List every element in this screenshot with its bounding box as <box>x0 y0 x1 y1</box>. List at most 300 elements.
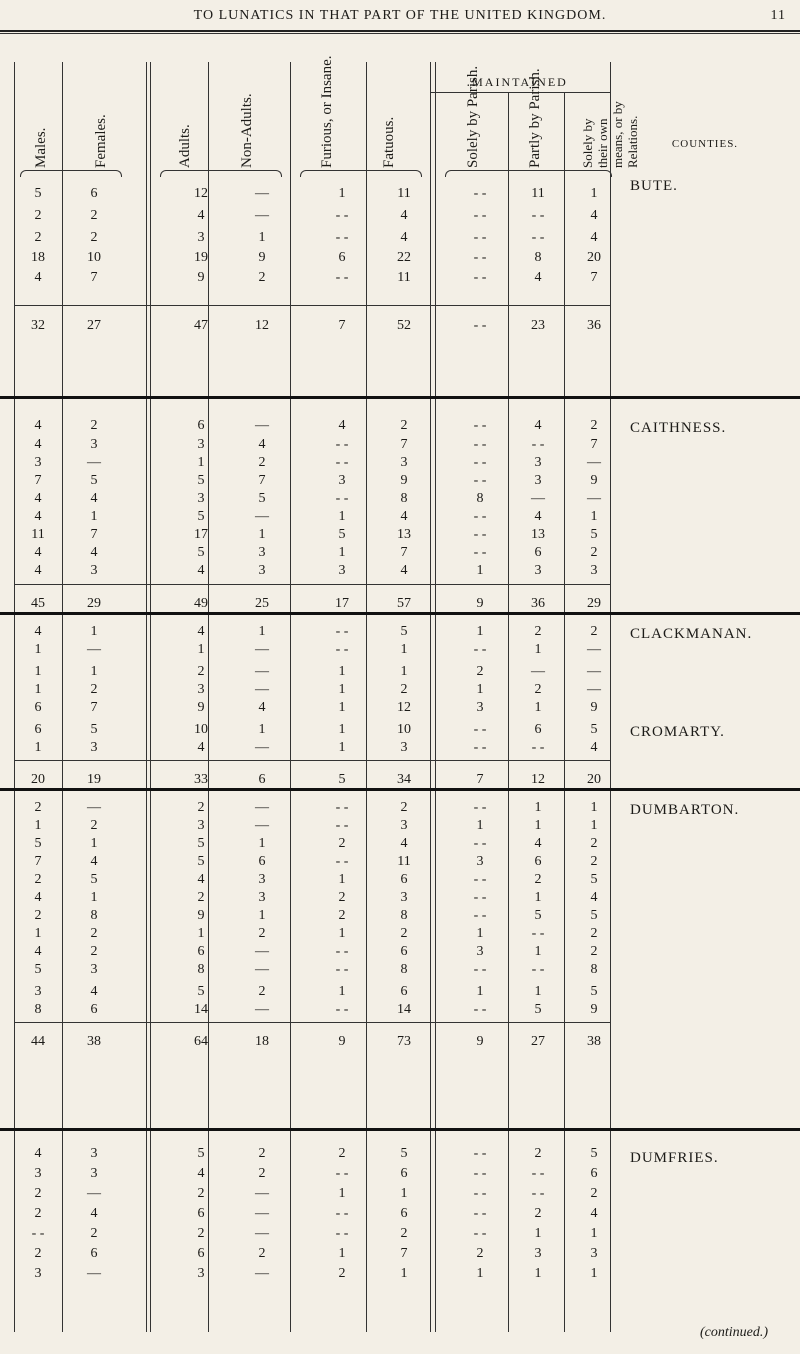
header-females: Females. <box>93 114 109 168</box>
table-cell: - - <box>531 962 545 977</box>
table-cell: 6 <box>400 1166 408 1181</box>
table-cell: 2 <box>534 624 542 639</box>
table-cell: - - <box>531 1166 545 1181</box>
table-cell: 3 <box>90 437 98 452</box>
total-cell: 33 <box>194 772 208 787</box>
table-cell: 8 <box>400 491 408 506</box>
table-cell: 3 <box>90 1166 98 1181</box>
table-cell: 6 <box>90 1246 98 1261</box>
table-cell: 4 <box>400 563 408 578</box>
table-cell: 7 <box>90 700 98 715</box>
table-cell: 3 <box>476 944 484 959</box>
table-cell: - - <box>335 1226 349 1241</box>
table-cell: 2 <box>258 270 266 285</box>
table-cell: 1 <box>400 642 408 657</box>
total-rule <box>14 1022 610 1023</box>
table-cell: 5 <box>338 527 346 542</box>
table-cell: 2 <box>338 1266 346 1281</box>
table-cell: - - <box>335 1206 349 1221</box>
table-cell: — <box>255 1226 269 1241</box>
table-cell: 1 <box>338 984 346 999</box>
table-cell: - - <box>335 437 349 452</box>
running-head-text: TO LUNATICS IN THAT PART OF THE UNITED KINGDOM. <box>193 8 607 23</box>
table-cell: 2 <box>534 872 542 887</box>
table-cell: 3 <box>534 473 542 488</box>
table-cell: 1 <box>90 664 98 679</box>
table-cell: 3 <box>197 1266 205 1281</box>
table-cell: 5 <box>534 1002 542 1017</box>
table-cell: 2 <box>90 818 98 833</box>
total-cell: - - <box>473 318 487 333</box>
table-cell: 4 <box>90 491 98 506</box>
total-cell: 7 <box>476 772 484 787</box>
table-cell: 5 <box>34 186 42 201</box>
table-cell: 3 <box>258 890 266 905</box>
table-cell: — <box>531 664 545 679</box>
table-cell: 20 <box>587 250 601 265</box>
total-cell: 44 <box>31 1034 45 1049</box>
table-cell: 2 <box>590 624 598 639</box>
table-cell: 1 <box>476 624 484 639</box>
table-cell: 4 <box>258 700 266 715</box>
table-cell: 2 <box>34 800 42 815</box>
table-cell: 3 <box>400 455 408 470</box>
table-cell: — <box>87 1266 101 1281</box>
table-cell: 8 <box>400 962 408 977</box>
table-cell: 2 <box>90 230 98 245</box>
table-cell: 1 <box>400 1186 408 1201</box>
table-cell: — <box>255 509 269 524</box>
table-cell: — <box>587 642 601 657</box>
table-cell: 3 <box>34 984 42 999</box>
table-cell: - - <box>335 1002 349 1017</box>
section-rule <box>0 1128 800 1131</box>
table-cell: - - <box>335 1166 349 1181</box>
table-cell: 5 <box>197 545 205 560</box>
total-cell: 25 <box>255 596 269 611</box>
table-cell: 1 <box>258 230 266 245</box>
table-cell: - - <box>531 740 545 755</box>
table-cell: 2 <box>258 455 266 470</box>
total-cell: 5 <box>338 772 346 787</box>
table-cell: 2 <box>400 800 408 815</box>
table-cell: 7 <box>90 270 98 285</box>
table-cell: 5 <box>590 908 598 923</box>
table-cell: 2 <box>400 1226 408 1241</box>
table-cell: 1 <box>34 740 42 755</box>
table-cell: 4 <box>534 509 542 524</box>
table-cell: 3 <box>258 563 266 578</box>
table-cell: 5 <box>400 624 408 639</box>
table-cell: 5 <box>258 491 266 506</box>
table-cell: 3 <box>338 563 346 578</box>
table-cell: 4 <box>197 740 205 755</box>
table-cell: — <box>255 944 269 959</box>
section-rule <box>0 396 800 399</box>
section-rule <box>0 788 800 791</box>
table-cell: 2 <box>534 1206 542 1221</box>
table-cell: 5 <box>534 908 542 923</box>
running-head <box>0 8 800 24</box>
table-cell: - - <box>473 250 487 265</box>
table-cell: 4 <box>590 1206 598 1221</box>
table-cell: - - <box>473 836 487 851</box>
table-cell: — <box>255 1206 269 1221</box>
table-cell: 1 <box>258 836 266 851</box>
table-cell: 1 <box>534 642 542 657</box>
table-cell: — <box>587 491 601 506</box>
table-cell: 4 <box>400 230 408 245</box>
table-cell: 8 <box>534 250 542 265</box>
table-cell: 1 <box>338 664 346 679</box>
table-cell: 1 <box>476 926 484 941</box>
table-cell: 2 <box>34 1246 42 1261</box>
table-cell: 1 <box>476 818 484 833</box>
table-cell: 2 <box>338 1146 346 1161</box>
table-cell: 6 <box>534 545 542 560</box>
table-cell: 2 <box>590 418 598 433</box>
county-name: BUTE. <box>630 178 678 194</box>
total-cell: 6 <box>258 772 266 787</box>
total-cell: 20 <box>587 772 601 787</box>
table-cell: — <box>255 642 269 657</box>
total-cell: 12 <box>255 318 269 333</box>
total-cell: 34 <box>397 772 411 787</box>
table-cell: - - <box>335 800 349 815</box>
brace-sex <box>20 170 122 177</box>
table-cell: 3 <box>90 1146 98 1161</box>
table-cell: 1 <box>34 818 42 833</box>
table-cell: 1 <box>534 1226 542 1241</box>
brace-age <box>160 170 282 177</box>
table-cell: 1 <box>34 642 42 657</box>
table-cell: 1 <box>590 509 598 524</box>
table-cell: - - <box>473 1146 487 1161</box>
counties-header: COUNTIES. <box>671 138 739 150</box>
table-cell: - - <box>473 1186 487 1201</box>
table-cell: 4 <box>534 836 542 851</box>
total-cell: 45 <box>31 596 45 611</box>
table-cell: 1 <box>338 740 346 755</box>
column-rule <box>435 62 436 1332</box>
table-cell: 2 <box>197 890 205 905</box>
table-cell: 1 <box>90 509 98 524</box>
total-cell: 19 <box>87 772 101 787</box>
table-cell: 9 <box>590 473 598 488</box>
table-cell: 18 <box>31 250 45 265</box>
total-cell: 29 <box>87 596 101 611</box>
table-cell: 7 <box>34 473 42 488</box>
total-cell: 57 <box>397 596 411 611</box>
table-cell: 9 <box>590 1002 598 1017</box>
table-cell: 4 <box>34 418 42 433</box>
table-cell: 6 <box>197 1206 205 1221</box>
table-cell: 4 <box>534 270 542 285</box>
table-cell: 4 <box>90 545 98 560</box>
table-cell: 3 <box>400 740 408 755</box>
table-cell: — <box>255 208 269 223</box>
table-cell: 2 <box>90 682 98 697</box>
table-cell: 1 <box>90 836 98 851</box>
table-cell: - - <box>473 527 487 542</box>
table-cell: 2 <box>338 890 346 905</box>
table-cell: — <box>87 1186 101 1201</box>
table-cell: 4 <box>197 208 205 223</box>
table-cell: 8 <box>90 908 98 923</box>
table-cell: — <box>255 1186 269 1201</box>
table-cell: 5 <box>590 1146 598 1161</box>
table-cell: 5 <box>34 836 42 851</box>
table-cell: 8 <box>197 962 205 977</box>
table-cell: 7 <box>400 437 408 452</box>
header-fatuous: Fatuous. <box>381 116 397 168</box>
table-cell: 5 <box>90 872 98 887</box>
table-cell: 2 <box>590 836 598 851</box>
table-cell: 1 <box>338 186 346 201</box>
total-rule <box>14 584 610 585</box>
table-cell: 5 <box>590 722 598 737</box>
table-cell: 9 <box>197 270 205 285</box>
total-cell: 52 <box>397 318 411 333</box>
table-cell: — <box>255 1002 269 1017</box>
total-cell: 36 <box>587 318 601 333</box>
table-cell: 1 <box>338 682 346 697</box>
table-cell: 11 <box>531 186 545 201</box>
table-cell: 6 <box>197 418 205 433</box>
table-cell: 4 <box>590 230 598 245</box>
table-cell: 1 <box>338 1246 346 1261</box>
total-cell: 29 <box>587 596 601 611</box>
table-cell: 5 <box>197 836 205 851</box>
table-cell: 1 <box>534 890 542 905</box>
table-cell: 1 <box>258 624 266 639</box>
table-cell: 1 <box>590 1266 598 1281</box>
table-cell: 1 <box>534 944 542 959</box>
table-cell: 4 <box>34 437 42 452</box>
table-cell: 1 <box>197 926 205 941</box>
table-cell: - - <box>473 1206 487 1221</box>
table-cell: 4 <box>90 854 98 869</box>
table-cell: - - <box>335 230 349 245</box>
table-cell: — <box>255 418 269 433</box>
table-cell: 8 <box>476 491 484 506</box>
table-cell: 2 <box>338 836 346 851</box>
table-cell: — <box>255 1266 269 1281</box>
table-cell: 1 <box>534 1266 542 1281</box>
table-cell: 11 <box>397 270 411 285</box>
table-cell: - - <box>473 908 487 923</box>
table-cell: 13 <box>531 527 545 542</box>
table-cell: - - <box>335 624 349 639</box>
table-cell: - - <box>31 1226 45 1241</box>
table-cell: - - <box>473 509 487 524</box>
county-name: CAITHNESS. <box>630 420 727 436</box>
table-cell: 8 <box>590 962 598 977</box>
brace-maintained <box>445 170 612 177</box>
table-cell: - - <box>473 962 487 977</box>
county-name: CROMARTY. <box>630 724 725 740</box>
table-cell: — <box>531 491 545 506</box>
table-cell: 2 <box>90 944 98 959</box>
table-cell: — <box>87 642 101 657</box>
table-cell: - - <box>473 1166 487 1181</box>
table-cell: 4 <box>90 1206 98 1221</box>
table-cell: 5 <box>197 473 205 488</box>
county-name: DUMFRIES. <box>630 1150 719 1166</box>
total-cell: 36 <box>531 596 545 611</box>
table-cell: 2 <box>90 926 98 941</box>
table-cell: 3 <box>258 545 266 560</box>
table-cell: 7 <box>400 1246 408 1261</box>
table-cell: 1 <box>400 1266 408 1281</box>
table-cell: - - <box>473 890 487 905</box>
table-cell: 2 <box>197 664 205 679</box>
table-cell: - - <box>531 437 545 452</box>
header-adults: Adults. <box>177 124 193 168</box>
table-cell: 1 <box>258 527 266 542</box>
table-cell: - - <box>473 186 487 201</box>
table-cell: 4 <box>34 890 42 905</box>
header-furious: Furious, or Insane. <box>319 55 335 168</box>
table-cell: 1 <box>338 722 346 737</box>
total-cell: 73 <box>397 1034 411 1049</box>
table-cell: 3 <box>197 491 205 506</box>
table-cell: 5 <box>400 1146 408 1161</box>
table-cell: 2 <box>258 1246 266 1261</box>
table-cell: 2 <box>34 908 42 923</box>
table-cell: 3 <box>34 1166 42 1181</box>
county-name: DUMBARTON. <box>630 802 740 818</box>
header-non-adults: Non-Adults. <box>239 93 255 168</box>
table-cell: 7 <box>90 527 98 542</box>
table-cell: 3 <box>590 563 598 578</box>
table-cell: 3 <box>34 455 42 470</box>
table-cell: - - <box>531 230 545 245</box>
table-cell: - - <box>531 1186 545 1201</box>
table-cell: 4 <box>34 545 42 560</box>
total-cell: 23 <box>531 318 545 333</box>
table-cell: 1 <box>90 624 98 639</box>
table-cell: 6 <box>534 854 542 869</box>
table-cell: 1 <box>258 908 266 923</box>
table-cell: 1 <box>338 1186 346 1201</box>
table-cell: 7 <box>590 270 598 285</box>
table-cell: 4 <box>34 624 42 639</box>
table-cell: — <box>255 664 269 679</box>
table-cell: 2 <box>400 418 408 433</box>
table-cell: 6 <box>400 984 408 999</box>
table-cell: - - <box>473 1226 487 1241</box>
table-cell: 4 <box>34 1146 42 1161</box>
table-cell: 2 <box>197 800 205 815</box>
total-cell: 20 <box>31 772 45 787</box>
table-cell: - - <box>473 230 487 245</box>
table-cell: 1 <box>400 664 408 679</box>
table-cell: 4 <box>34 270 42 285</box>
table-cell: 9 <box>590 700 598 715</box>
table-cell: 2 <box>590 545 598 560</box>
table-cell: - - <box>335 642 349 657</box>
table-cell: - - <box>335 854 349 869</box>
table-cell: 3 <box>197 682 205 697</box>
table-cell: 4 <box>34 509 42 524</box>
table-cell: 1 <box>258 722 266 737</box>
table-cell: - - <box>531 926 545 941</box>
table-cell: — <box>587 682 601 697</box>
table-cell: 1 <box>338 545 346 560</box>
table-cell: - - <box>531 208 545 223</box>
total-cell: 9 <box>476 1034 484 1049</box>
table-cell: 5 <box>197 509 205 524</box>
total-cell: 7 <box>338 318 346 333</box>
table-cell: 8 <box>34 1002 42 1017</box>
table-cell: 5 <box>197 984 205 999</box>
table-cell: 2 <box>476 1246 484 1261</box>
table-cell: - - <box>473 800 487 815</box>
table-cell: 2 <box>534 1146 542 1161</box>
table-cell: 4 <box>590 890 598 905</box>
header-solely-own: Solely by their own means, or by Relations. <box>580 101 640 168</box>
table-cell: 3 <box>534 1246 542 1261</box>
table-cell: 4 <box>197 1166 205 1181</box>
table-cell: 6 <box>90 186 98 201</box>
table-cell: 6 <box>338 250 346 265</box>
table-cell: 6 <box>590 1166 598 1181</box>
table-cell: - - <box>335 944 349 959</box>
table-cell: — <box>255 186 269 201</box>
table-cell: 10 <box>194 722 208 737</box>
table-cell: 6 <box>34 722 42 737</box>
table-cell: 1 <box>338 926 346 941</box>
table-cell: 2 <box>34 208 42 223</box>
table-cell: 2 <box>258 1146 266 1161</box>
total-rule <box>14 305 610 306</box>
table-cell: 6 <box>400 1206 408 1221</box>
table-cell: 3 <box>197 230 205 245</box>
table-cell: 11 <box>397 186 411 201</box>
table-cell: 1 <box>534 700 542 715</box>
table-cell: 2 <box>534 682 542 697</box>
table-cell: — <box>255 682 269 697</box>
table-cell: 2 <box>34 1206 42 1221</box>
table-cell: 2 <box>197 1226 205 1241</box>
header-solely-parish: Solely by Parish. <box>465 65 481 168</box>
total-cell: 27 <box>87 318 101 333</box>
table-cell: 12 <box>397 700 411 715</box>
table-cell: 2 <box>590 854 598 869</box>
table-cell: 2 <box>590 1186 598 1201</box>
table-cell: 3 <box>534 455 542 470</box>
county-name: CLACKMANAN. <box>630 626 753 642</box>
table-cell: 5 <box>590 527 598 542</box>
table-cell: - - <box>473 437 487 452</box>
table-cell: 7 <box>400 545 408 560</box>
table-cell: 4 <box>34 563 42 578</box>
table-cell: 2 <box>590 926 598 941</box>
total-cell: 18 <box>255 1034 269 1049</box>
table-cell: 2 <box>34 230 42 245</box>
table-cell: 1 <box>197 455 205 470</box>
table-cell: 8 <box>400 908 408 923</box>
table-cell: 2 <box>197 1186 205 1201</box>
table-cell: 2 <box>90 208 98 223</box>
table-cell: — <box>587 455 601 470</box>
table-cell: 1 <box>90 890 98 905</box>
table-cell: 1 <box>590 800 598 815</box>
table-cell: 22 <box>397 250 411 265</box>
table-cell: 3 <box>534 563 542 578</box>
table-cell: 3 <box>476 854 484 869</box>
